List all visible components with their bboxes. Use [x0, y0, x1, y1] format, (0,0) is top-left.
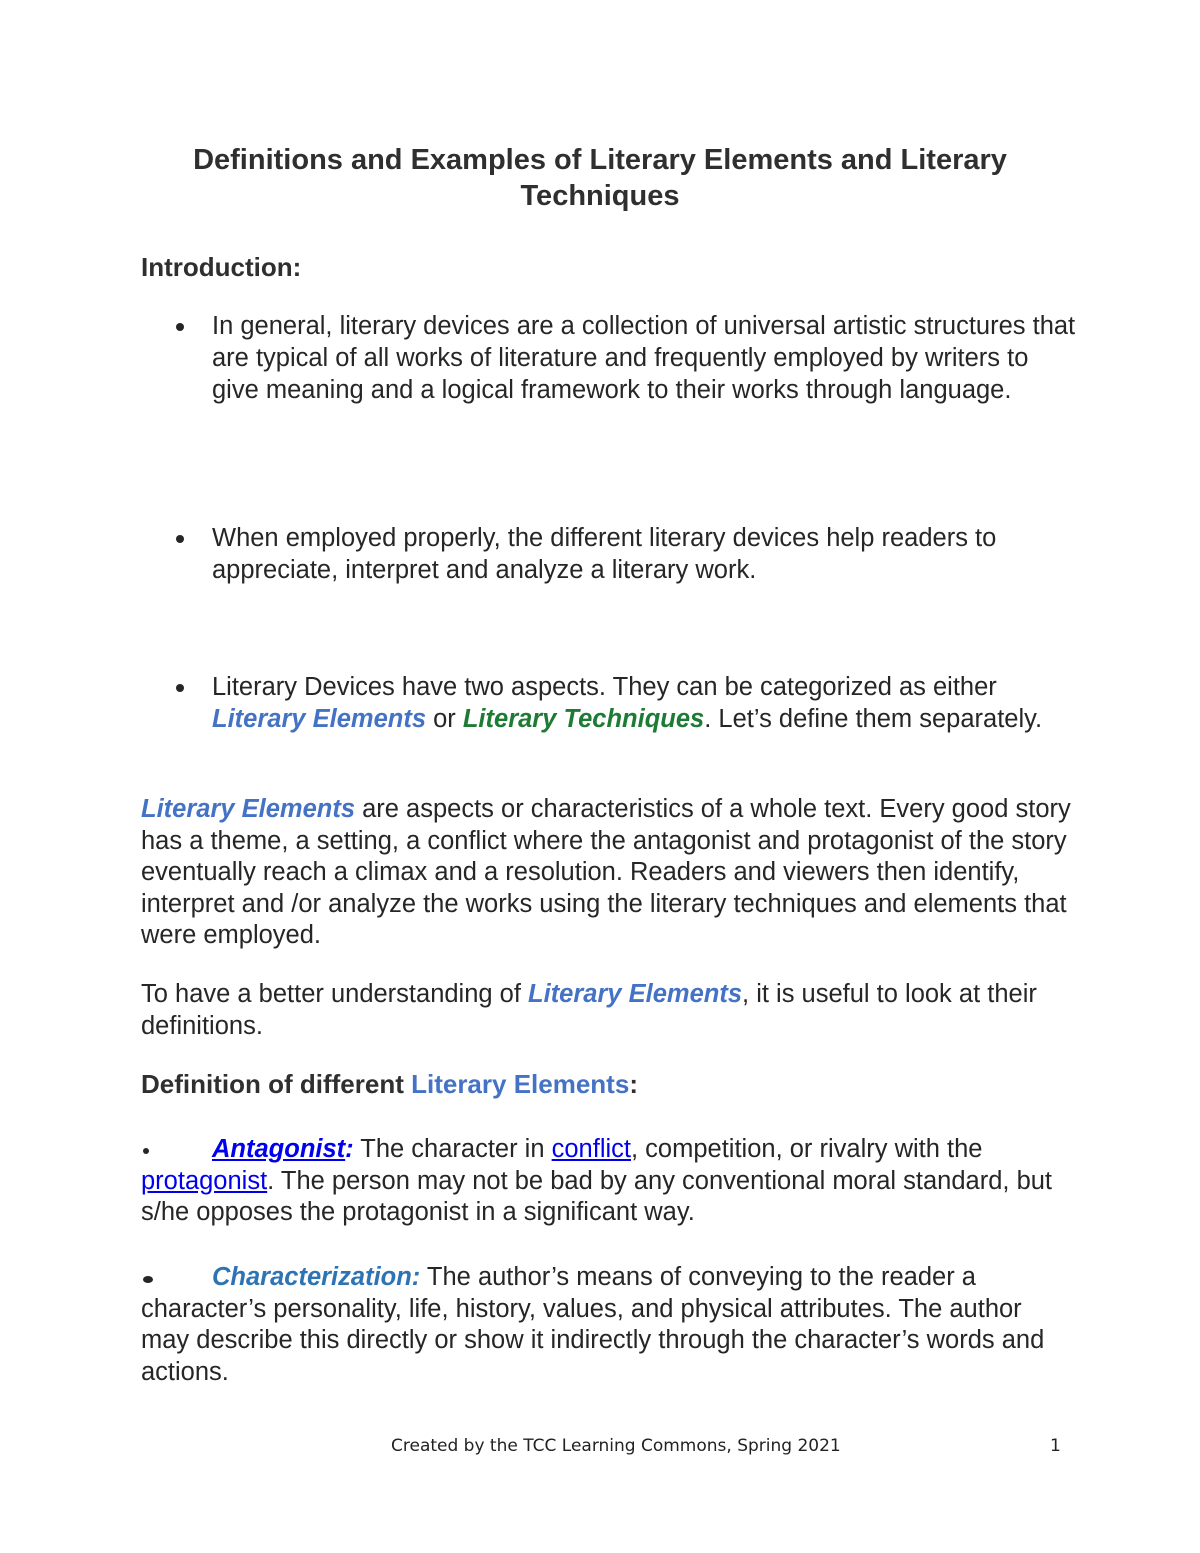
literary-elements-paragraph [141, 794, 1071, 952]
title-line-1: Definitions and Examples of Literary Elements and Literary [193, 144, 1007, 176]
protagonist-link[interactable]: protagonist [141, 1166, 268, 1195]
definition-text: The author’s means of conveying to the reader a character’s personality, life, history, values, and physical attributes. The author may describe this directly or show it indirectly through the character’s words and actions. [141, 1263, 1045, 1386]
paragraph-text-a: To have a better understanding of [141, 980, 529, 1008]
characterization-definition [141, 1262, 1071, 1388]
bullet-icon [143, 1276, 153, 1283]
page-title [140, 142, 1060, 214]
paragraph-text: are aspects or characteristics of a whole text. Every good story has a theme, a setting, a conflict where the antagonist and protagonist of the story eventually reach a climax and a resolution. Readers and viewers then identify, interpret and /or analyze the works using the literary techniques and elements that were employed. [141, 795, 1071, 949]
bullet-icon [176, 535, 184, 543]
title-line-2: Techniques [520, 180, 680, 212]
antagonist-definition [141, 1134, 1071, 1229]
introduction-heading: Introduction: [141, 252, 302, 282]
bullet-icon [176, 684, 184, 692]
literary-techniques-term: Literary Techniques [462, 705, 705, 733]
page-number: 1 [1050, 1436, 1061, 1456]
literary-elements-term: Literary Elements [141, 795, 356, 823]
bullet-icon [143, 1148, 149, 1154]
bullet3-text-b: . Let’s define them separately. [704, 705, 1043, 733]
bullet-item-1 [212, 310, 1082, 406]
definition-text-b: , competition, or rivalry with the [631, 1135, 983, 1163]
paragraph-text-b: , it is useful to look at their definitions. [141, 980, 1037, 1040]
antagonist-colon: : [345, 1135, 354, 1163]
antagonist-term: Antagonist [212, 1135, 346, 1163]
definition-text-c: . The person may not be bad by any conventional moral standard, but s/he opposes the protagonist in a significant way. [141, 1166, 1053, 1226]
heading-text-a: Definition of different [141, 1069, 412, 1099]
understanding-paragraph [141, 979, 1071, 1042]
bullet-item-2 [212, 522, 1082, 586]
bullet-item-3 [212, 671, 1082, 735]
literary-elements-term: Literary Elements [212, 705, 427, 733]
bullet3-or: or [426, 705, 463, 733]
bullet-text-1: In general, literary devices are a collection of universal artistic structures that are typical of all works of literature and frequently employed by writers to give meaning and a logical framework to their works through language. [212, 312, 1076, 404]
bullet-text-2: When employed properly, the different literary devices help readers to appreciate, interpret and analyze a literary work. [212, 524, 997, 584]
definitions-heading [141, 1068, 638, 1100]
literary-elements-term: Literary Elements [528, 980, 743, 1008]
heading-text-b: : [629, 1069, 638, 1099]
definition-text-a: The character in [353, 1135, 552, 1163]
footer-text: Created by the TCC Learning Commons, Spring 2021 [391, 1436, 841, 1456]
characterization-term: Characterization: [212, 1263, 421, 1291]
literary-elements-term: Literary Elements [411, 1069, 630, 1099]
bullet3-text-a: Literary Devices have two aspects. They can be categorized as either [212, 673, 997, 701]
conflict-link[interactable]: conflict [551, 1135, 631, 1163]
bullet-icon [176, 323, 184, 331]
